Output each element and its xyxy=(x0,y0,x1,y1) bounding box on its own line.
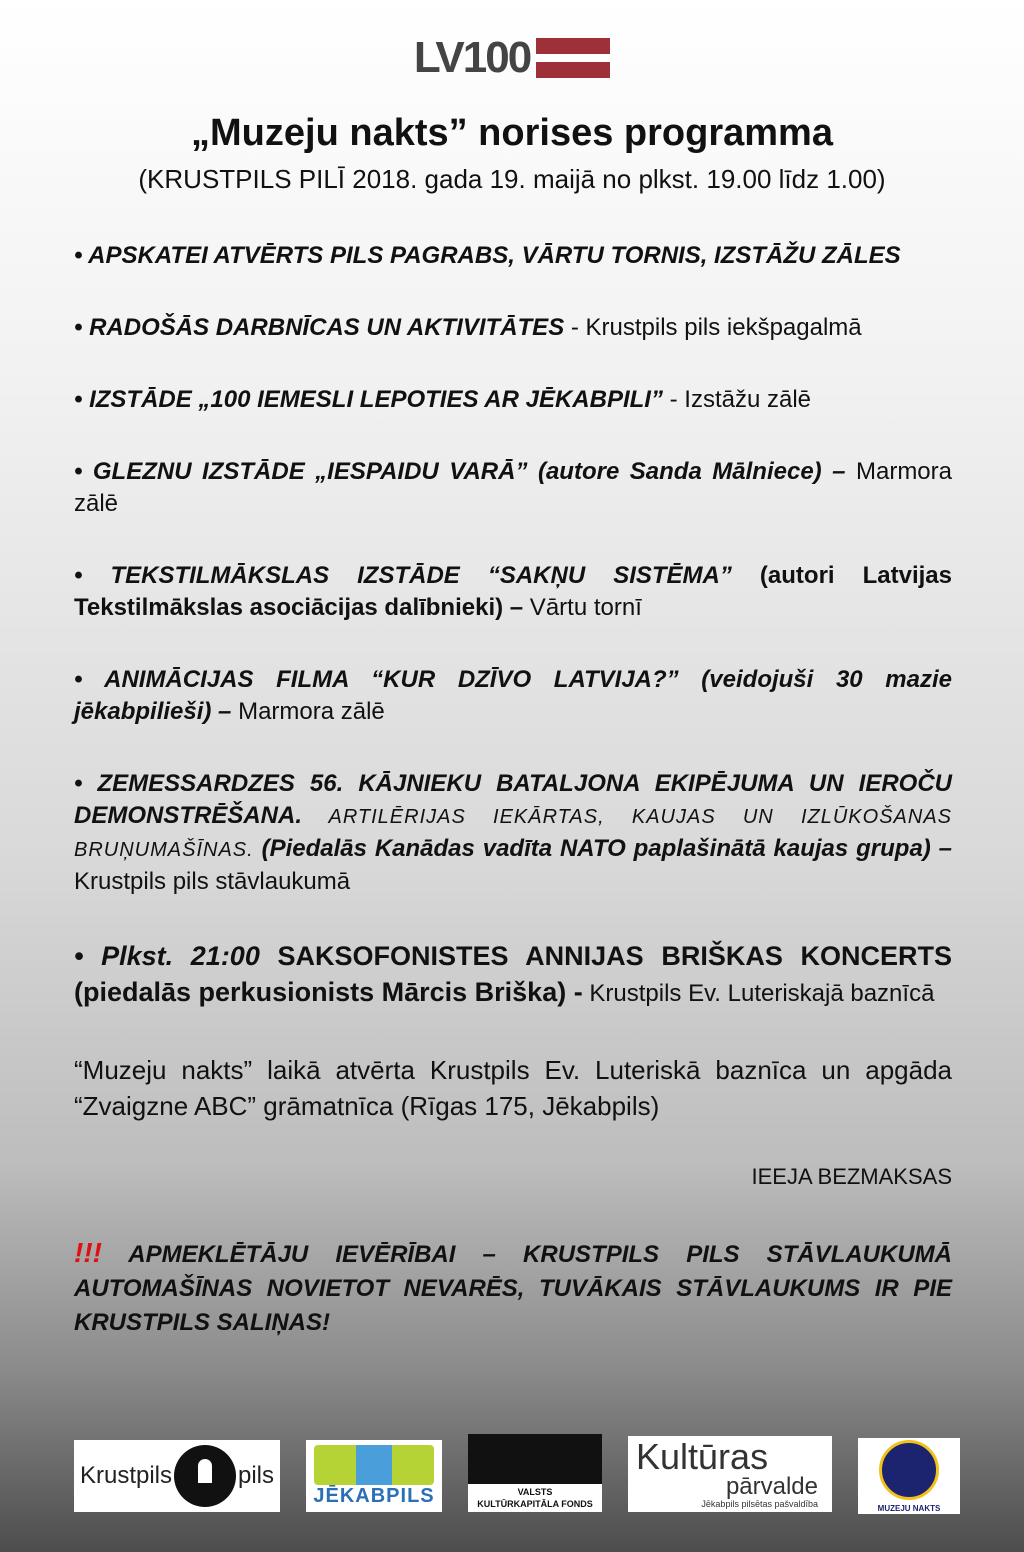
latvian-flag-icon xyxy=(536,38,610,78)
muzeju-nakts-emblem-icon xyxy=(879,1440,939,1500)
warning-text: !!! APMEKLĒTĀJU IEVĒRĪBAI – KRUSTPILS PILS STĀVLAUKUMĀ AUTOMAŠĪNAS NOVIETOT NEVARĒS, TUVĀKAIS STĀVLAUKUMS IR PIE KRUSTPILS SALIŅAS! xyxy=(74,1237,952,1336)
krustpils-pils-logo: Krustpils pils xyxy=(74,1440,280,1512)
program-item: • RADOŠĀS DARBNĪCAS UN AKTIVITĀTES - Krustpils pils iekšpagalmā xyxy=(74,314,862,341)
jekabpils-logo: JĒKABPILS xyxy=(306,1440,442,1512)
page-subtitle: (KRUSTPILS PILĪ 2018. gada 19. maijā no plkst. 19.00 līdz 1.00) xyxy=(138,164,886,194)
program-item: • IZSTĀDE „100 IEMESLI LEPOTIES AR JĒKABPILI” - Izstāžu zālē xyxy=(74,386,812,413)
jekabpils-emblem-icon xyxy=(314,1445,434,1485)
vkkf-logo: VALSTS KULTŪRKAPITĀLA FONDS xyxy=(468,1434,602,1512)
kulturas-parvalde-logo: Kultūras pārvalde Jēkabpils pilsētas pašvaldība xyxy=(628,1436,832,1512)
program-item: • GLEZNU IZSTĀDE „IESPAIDU VARĀ” (autore Sanda Mālniece) – Marmora zālē xyxy=(74,458,952,517)
program-item: • ZEMESSARDZES 56. KĀJNIEKU BATALJONA EKIPĒJUMA UN IEROČU DEMONSTRĒŠANA. ARTILĒRIJAS IEKĀRTAS, KAUJAS UN IZLŪKOŠANAS BRUŅUMAŠĪNAS. (Piedalās Kanādas vadīta NATO paplašinātā kaujas grupa) – Krustpils pils stāvlaukumā xyxy=(74,770,952,895)
program-item: • Plkst. 21:00 SAKSOFONISTES ANNIJAS BRIŠKAS KONCERTS (piedalās perkusionists Mārcis Briška) - Krustpils Ev. Luteriskajā baznīcā xyxy=(74,941,952,1007)
muzeju-nakts-logo: MUZEJU NAKTS xyxy=(858,1438,960,1514)
free-entry-text: IEEJA BEZMAKSAS xyxy=(751,1164,952,1189)
program-item: • ANIMĀCIJAS FILMA “KUR DZĪVO LATVIJA?” (veidojuši 30 mazie jēkabpilieši) – Marmora zālē xyxy=(74,666,952,725)
page-title: „Muzeju nakts” norises programma xyxy=(191,112,833,154)
exclamation-marks: !!! xyxy=(74,1237,102,1268)
castle-icon xyxy=(174,1445,236,1507)
program-item: • APSKATEI ATVĒRTS PILS PAGRABS, VĀRTU TORNIS, IZSTĀŽU ZĀLES xyxy=(74,242,901,269)
program-item: • TEKSTILMĀKSLAS IZSTĀDE “SAKŅU SISTĒMA” (autori Latvijas Tekstilmākslas asociācijas dalībnieki) – Vārtu tornī xyxy=(74,562,952,621)
sponsor-logos xyxy=(0,1434,1024,1514)
program-list xyxy=(74,240,952,1340)
lv100-logo xyxy=(0,33,1024,82)
lv100-text: LV100 xyxy=(413,33,531,82)
note-text: “Muzeju nakts” laikā atvērta Krustpils Ev. Luteriskā baznīca un apgāda “Zvaigzne ABC” grāmatnīca (Rīgas 175, Jēkabpils) xyxy=(74,1055,952,1121)
